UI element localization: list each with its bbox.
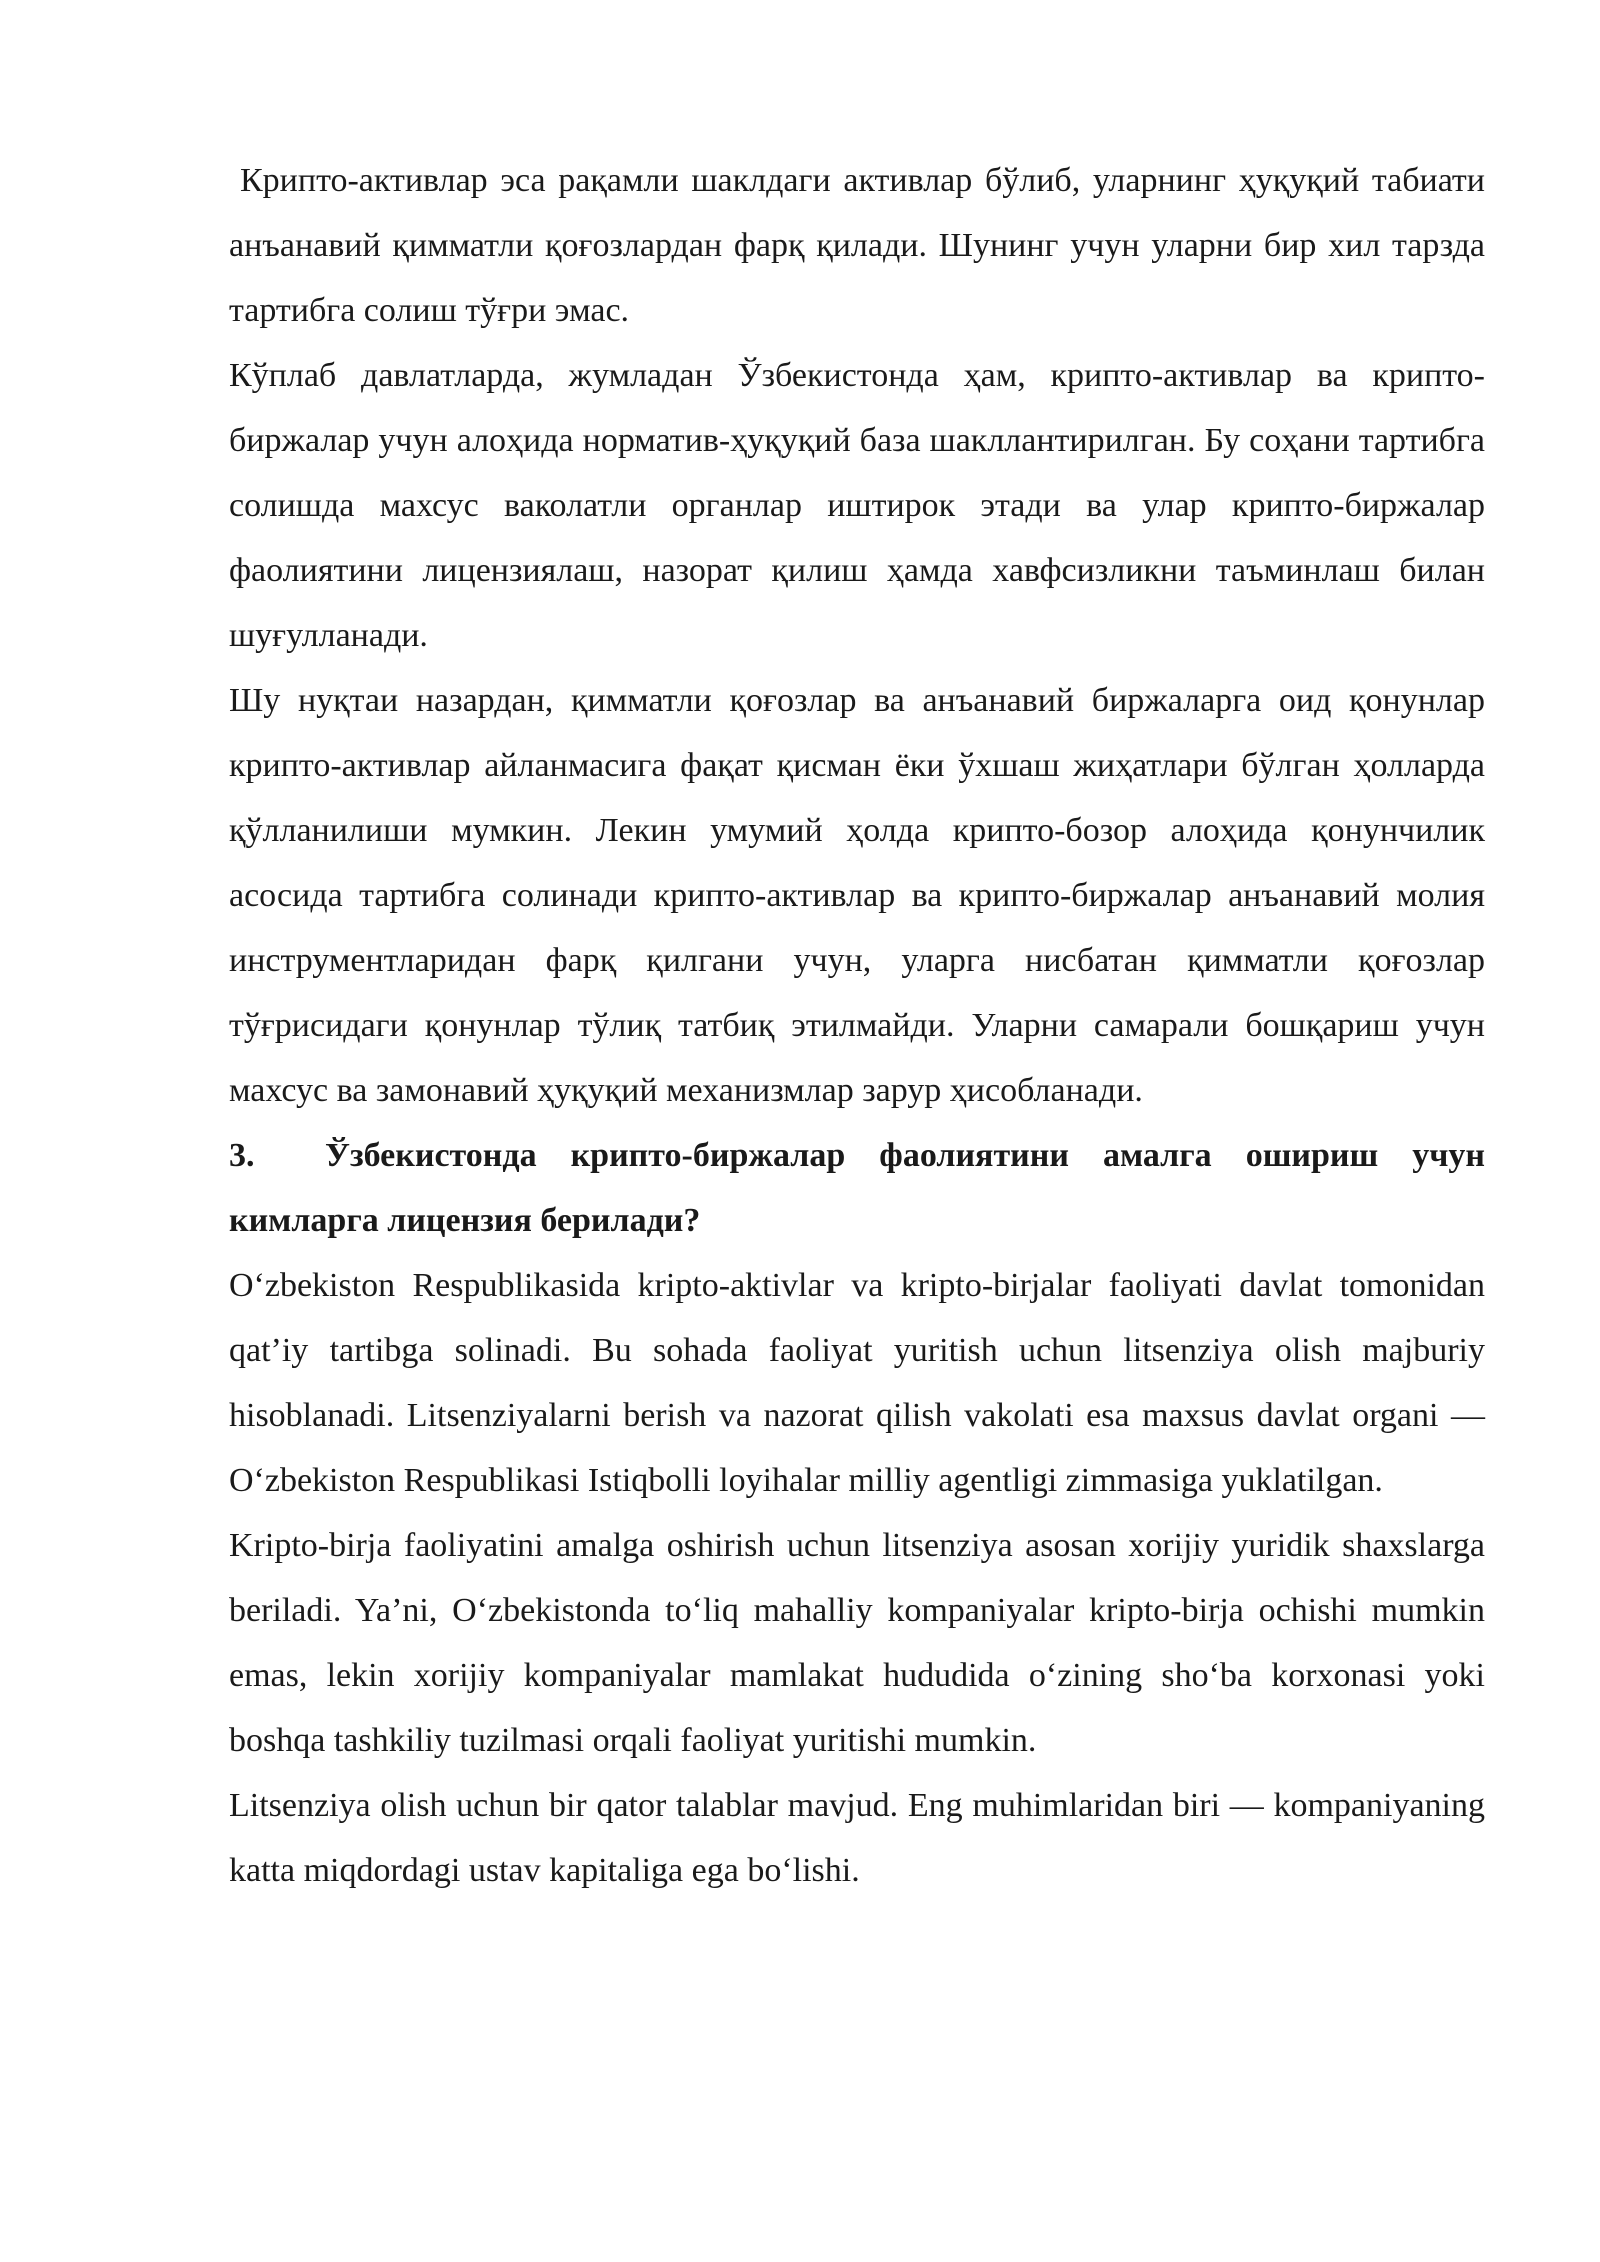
paragraph-regulatory-framework: Кўплаб давлатларда, жумладан Ўзбекистонда ҳам, крипто-активлар ва крипто-биржалар учун алоҳида норматив-ҳуқуқий база шакллантирилган. Бу соҳани тартибга солишда махсус ваколатли органлар иштирок этади ва улар крипто-биржалар фаолиятини лицензиялаш, назорат қилиш ҳамда хавфсизликни таъминлаш билан шуғулланади. [229, 357, 1485, 654]
section-heading-text: Ўзбекистонда крипто-биржалар фаолиятини амалга ошириш учун кимларга лицензия берилади? [229, 1137, 1485, 1239]
paragraph-securities-laws: Шу нуқтаи назардан, қимматли қоғозлар ва анъанавий биржаларга оид қонунлар крипто-активлар айланмасига фақат қисман ёки ўхшаш жиҳатлари бўлган ҳолларда қўлланилиши мумкин. Лекин умумий ҳолда крипто-бозор алоҳида қонунчилик асосида тартибга солинади крипто-активлар ва крипто-биржалар анъанавий молия инструментларидан фарқ қилгани учун, уларга нисбатан қимматли қоғозлар тўғрисидаги қонунлар тўлиқ татбиқ этилмайди. Уларни самарали бошқариш учун махсус ва замонавий ҳуқуқий механизмлар зарур ҳисобланади. [229, 682, 1485, 1109]
document-body [229, 148, 1485, 1903]
section-number: 3. [229, 1137, 255, 1174]
paragraph-crypto-assets-nature: Крипто-активлар эса рақамли шаклдаги активлар бўлиб, уларнинг ҳуқуқий табиати анъанавий қимматли қоғозлардан фарқ қилади. Шунинг учун уларни бир хил тарзда тартибга солиш тўғри эмас. [229, 162, 1485, 329]
section-heading [229, 1123, 1485, 1253]
paragraph-license-requirements: Litsenziya olish uchun bir qator talablar mavjud. Eng muhimlaridan biri — kompaniyaning katta miqdordagi ustav kapitaliga ega bo‘lishi. [229, 1787, 1485, 1889]
paragraph-foreign-entities: Kripto-birja faoliyatini amalga oshirish uchun litsenziya asosan xorijiy yuridik shaxslarga beriladi. Ya’ni, O‘zbekistonda to‘liq mahalliy kompaniyalar kripto-birja ochishi mumkin emas, lekin xorijiy kompaniyalar mamlakat hududida o‘zining sho‘ba korxonasi yoki boshqa tashkiliy tuzilmasi orqali faoliyat yuritishi mumkin. [229, 1527, 1485, 1759]
paragraph-licensing-regulation: O‘zbekiston Respublikasida kripto-aktivlar va kripto-birjalar faoliyati davlat tomonidan qat’iy tartibga solinadi. Bu sohada faoliyat yuritish uchun litsenziya olish majburiy hisoblanadi. Litsenziyalarni berish va nazorat qilish vakolati esa maxsus davlat organi — O‘zbekiston Respublikasi Istiqbolli loyihalar milliy agentligi zimmasiga yuklatilgan. [229, 1267, 1485, 1499]
